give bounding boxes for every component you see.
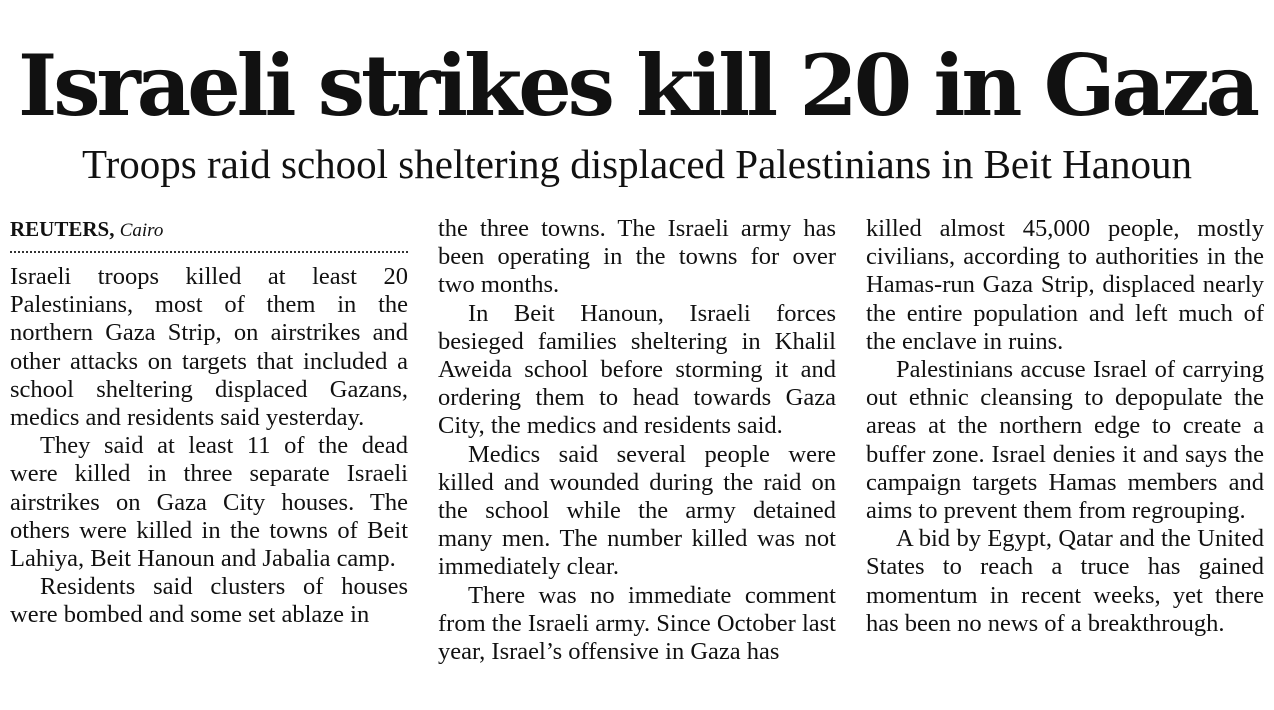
paragraph: Medics said several people were killed and wounded during the raid on the school while the army detained many men. The number killed was not immediately clear. — [438, 440, 836, 581]
paragraph: the three towns. The Israeli army has been operating in the towns for over two months. — [438, 215, 836, 299]
paragraph: They said at least 11 of the dead were killed in three separate Israeli airstrikes on Gaza City houses. The others were killed in the towns of Beit Lahiya, Beit Hanoun and Jabalia camp. — [10, 432, 408, 573]
paragraph: Residents said clusters of houses were bombed and some set ablaze in — [10, 573, 408, 629]
paragraph: A bid by Egypt, Qatar and the United States to reach a truce has gained momentum in recent weeks, yet there has been no news of a breakthrough. — [866, 525, 1264, 637]
paragraph: In Beit Hanoun, Israeli forces besieged families sheltering in Khalil Aweida school before storming it and ordering them to head towards Gaza City, the medics and residents said. — [438, 299, 836, 440]
article-column-1 — [10, 215, 408, 630]
byline-dateline: Cairo — [119, 220, 164, 241]
article-column-3 — [866, 215, 1264, 638]
subheadline: Troops raid school sheltering displaced Palestinians in Beit Hanoun — [82, 141, 1192, 187]
paragraph: killed almost 45,000 people, mostly civilians, according to authorities in the Hamas-run Gaza Strip, displaced nearly the entire population and left much of the enclave in ruins. — [866, 215, 1264, 355]
byline — [10, 215, 408, 253]
headline: Israeli strikes kill 20 in Gaza — [17, 36, 1257, 135]
article-column-2 — [438, 215, 836, 666]
paragraph: Israeli troops killed at least 20 Palestinians, most of them in the northern Gaza Strip, on airstrikes and other attacks on targets that included a school sheltering displaced Gazans, medics and residents said yesterday. — [10, 263, 408, 432]
byline-agency: REUTERS, — [10, 217, 115, 241]
paragraph: Palestinians accuse Israel of carrying out ethnic cleansing to depopulate the areas at the northern edge to create a buffer zone. Israel denies it and says the campaign targets Hamas members and aims to prevent them from regrouping. — [866, 356, 1264, 525]
paragraph: There was no immediate comment from the Israeli army. Since October last year, Israel’s offensive in Gaza has — [438, 581, 836, 666]
